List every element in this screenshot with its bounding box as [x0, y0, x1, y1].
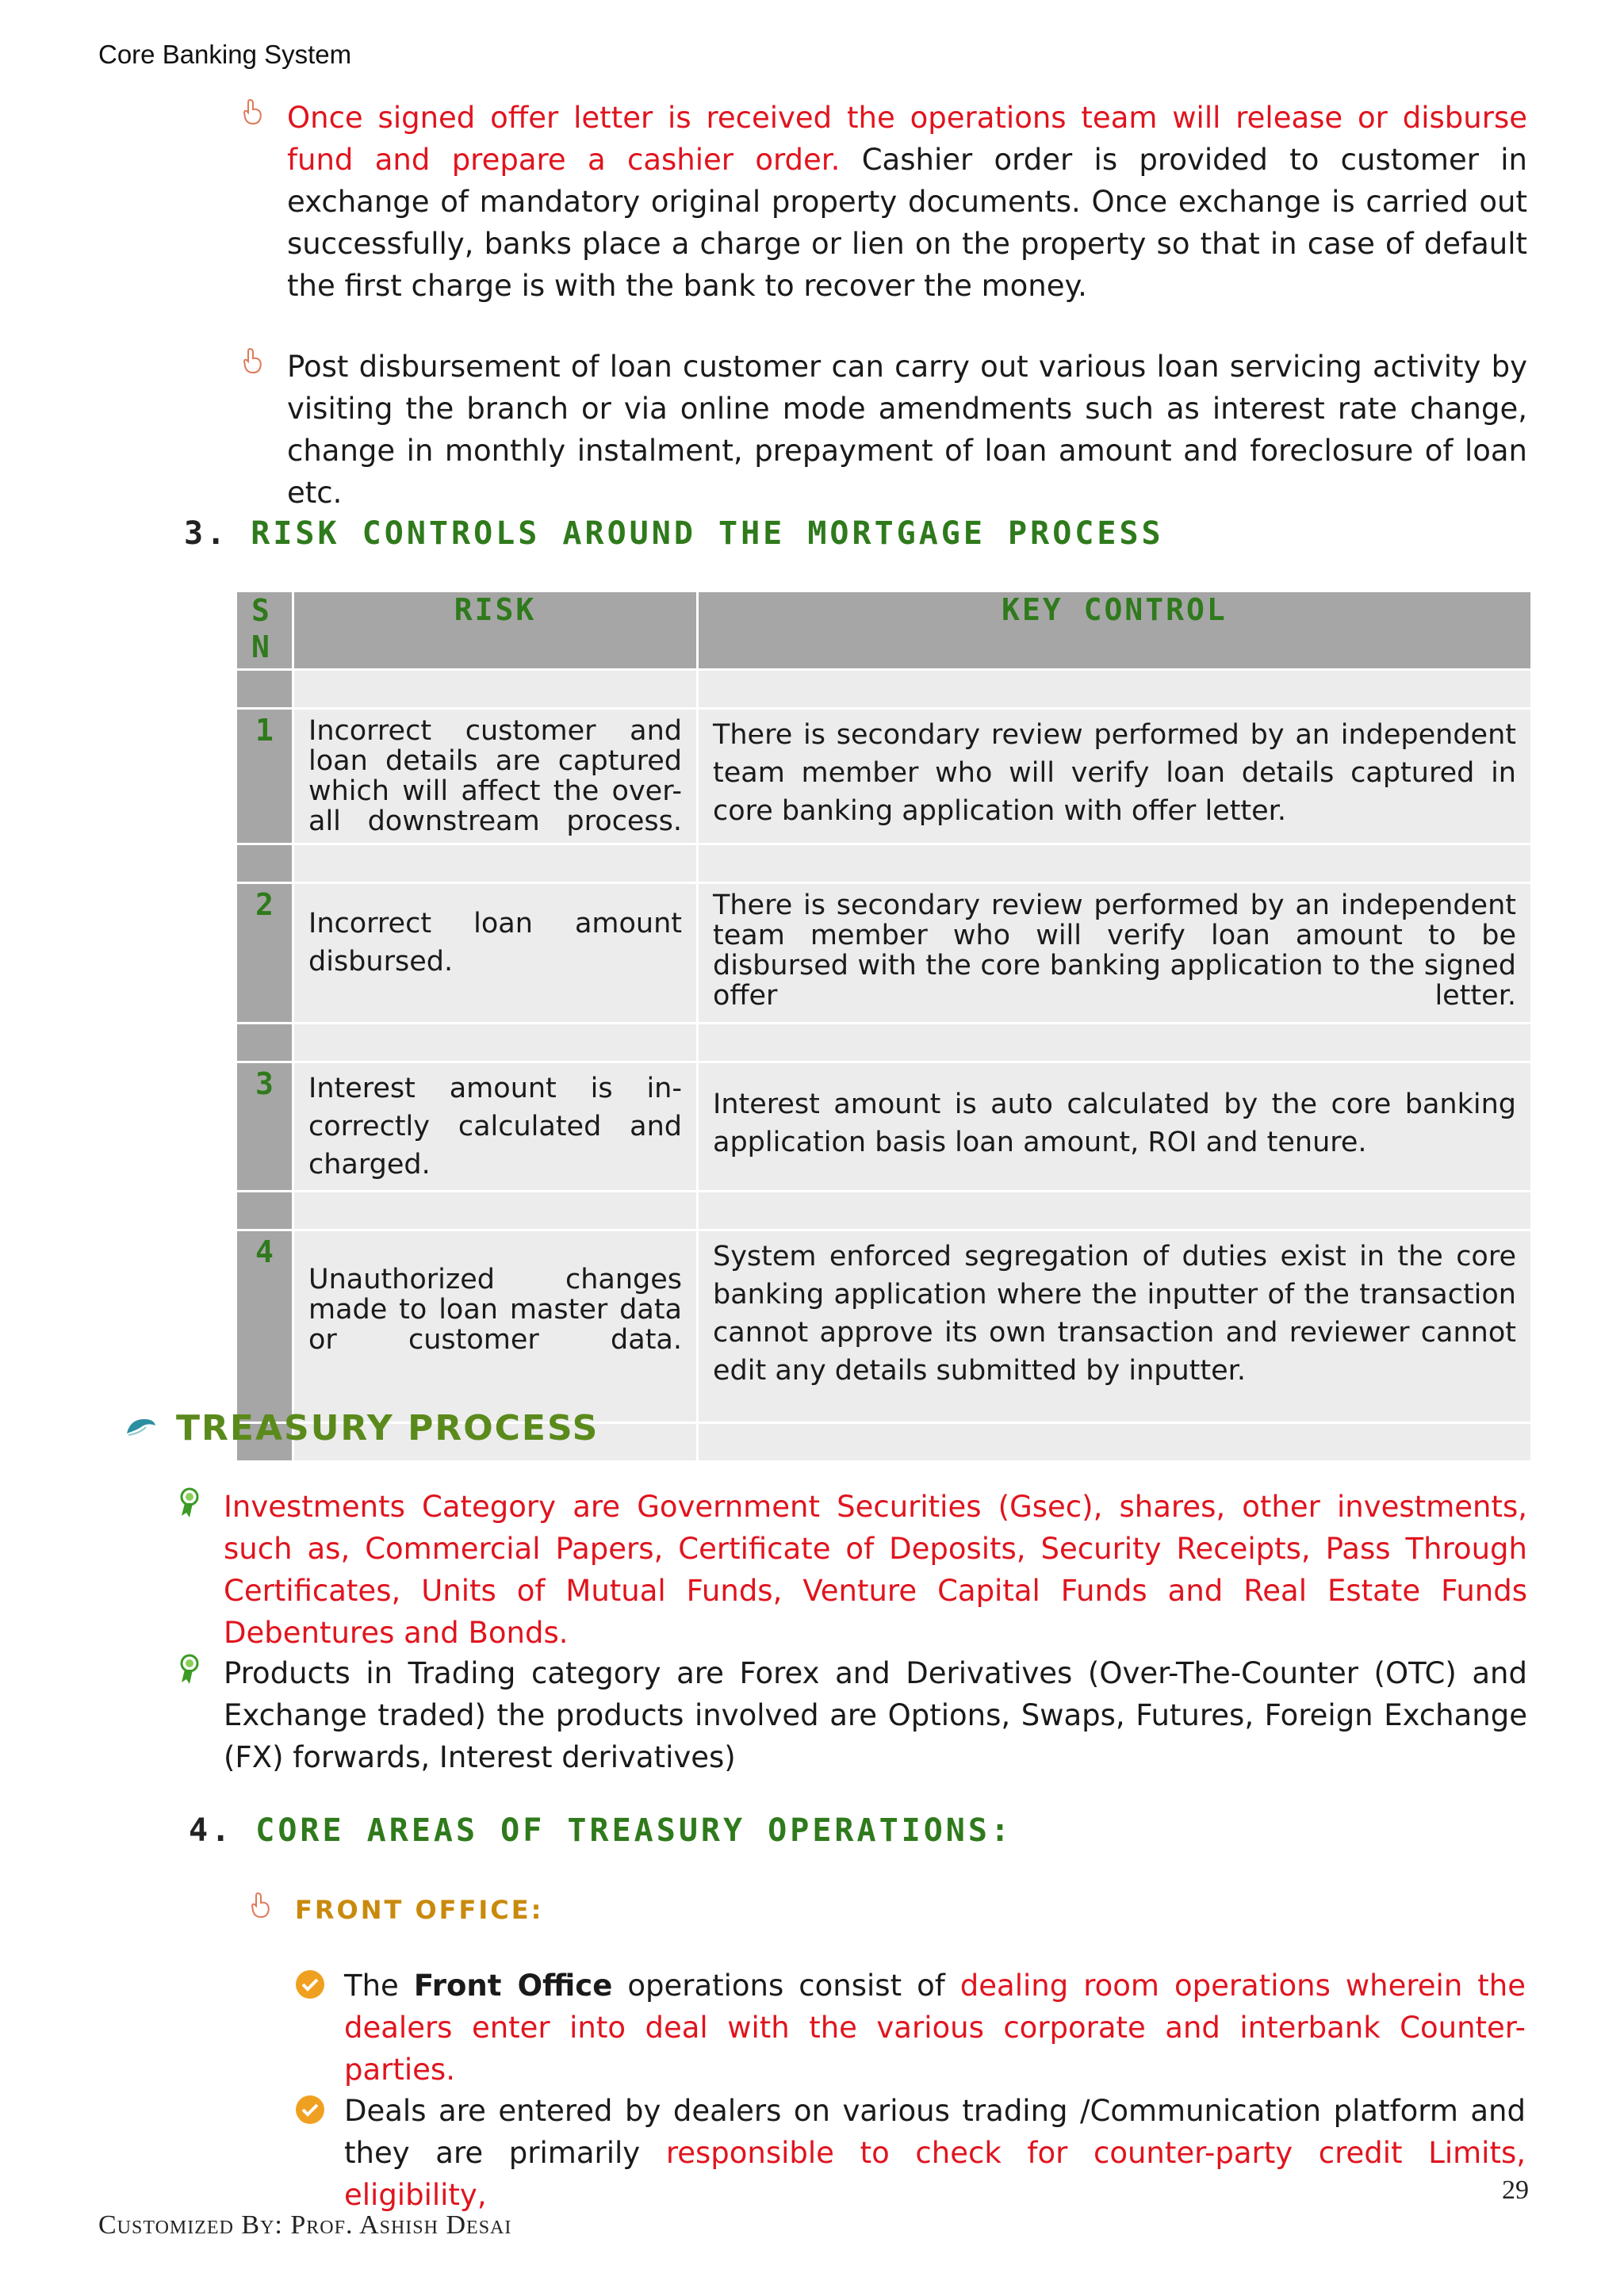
front-office-item-1: The Front Office operations consist of dealing room operations wherein the dealers enter into deal with the various corporate and interbank Counter-parties. [344, 1969, 1526, 2087]
award-icon [178, 1654, 201, 1689]
header-control: KEY CONTROL [698, 591, 1532, 670]
bullet-investments: Investments Category are Government Securities (Gsec), shares, other investments, such as, Commercial Papers, Certificate of Deposits, Security Receipts, Pass Through Certificates, Units of Mutual Funds, Venture Capital Funds and Real Estate Funds Debentures and Bonds. [224, 1490, 1527, 1650]
header-sn: S N [236, 591, 293, 670]
wave-icon [124, 1411, 159, 1443]
front-office-label: FRONT OFFICE: [295, 1895, 544, 1925]
bullet-post-disbursement: Post disbursement of loan customer can carry out various loan servicing activity by visiting the branch or via online mode amendments such as interest rate change, change in monthly instalment, prepayment of loan amount and foreclosure of loan etc. [287, 350, 1527, 510]
footer-credit: Customized By: Prof. Ashish Desai [98, 2210, 512, 2240]
running-header: Core Banking System [98, 40, 352, 69]
table-row: 4 Unauthorized changes made to loan master data or customer data. System enforced segregation of duties exist in the core banking application where the inputter of the transaction cannot approve its own transaction and reviewer cannot edit any details submitted by inputter. [236, 1230, 1532, 1423]
header-risk: RISK [293, 591, 698, 670]
section-4-heading: 4. CORE AREAS OF TREASURY OPERATIONS: [189, 1812, 1013, 1849]
page-number: 29 [1502, 2175, 1529, 2205]
check-circle-icon [295, 1969, 325, 2003]
treasury-title: TREASURY PROCESS [176, 1408, 599, 1448]
table-header-row [236, 591, 1532, 670]
bullet-disbursal: Once signed offer letter is received the operations team will release or disburse fund and prepare a cashier order. Cashier order is provided to customer in exchange of mandatory original property documents. Once exchange is carried out successfully, banks place a charge or lien on the property so that in case of default the first charge is with the bank to recover the money. [287, 101, 1527, 303]
check-circle-icon [295, 2095, 325, 2128]
risk-control-table [235, 590, 1533, 1463]
table-row: 1 Incorrect customer and loan details are captured which will affect the over-all downstream process. There is secondary review performed by an independent team member who will verify loan details captured in core banking application with offer letter. [236, 709, 1532, 844]
finger-pointer-icon [243, 98, 263, 128]
bullet-trading: Products in Trading category are Forex and Derivatives (Over-The-Counter (OTC) and Exchange traded) the products involved are Options, Swaps, Futures, Foreign Exchange (FX) forwards, Interest derivatives) [224, 1656, 1527, 1774]
finger-pointer-icon [243, 347, 263, 377]
front-office-item-2: Deals are entered by dealers on various trading /Communication platform and they are primarily responsible to check for counter-party credit Limits, eligibility, [344, 2094, 1526, 2212]
section-3-heading: 3. RISK CONTROLS AROUND THE MORTGAGE PROCESS [184, 515, 1164, 552]
table-row: 3 Interest amount is in-correctly calculated and charged. Interest amount is auto calculated by the core banking application basis loan amount, ROI and tenure. [236, 1062, 1532, 1192]
table-row: 2 Incorrect loan amount disbursed. There is secondary review performed by an independent team member who will verify loan amount to be disbursed with the core banking application to the signed offer letter. [236, 883, 1532, 1024]
finger-pointer-icon [251, 1892, 271, 1922]
award-icon [178, 1487, 201, 1522]
